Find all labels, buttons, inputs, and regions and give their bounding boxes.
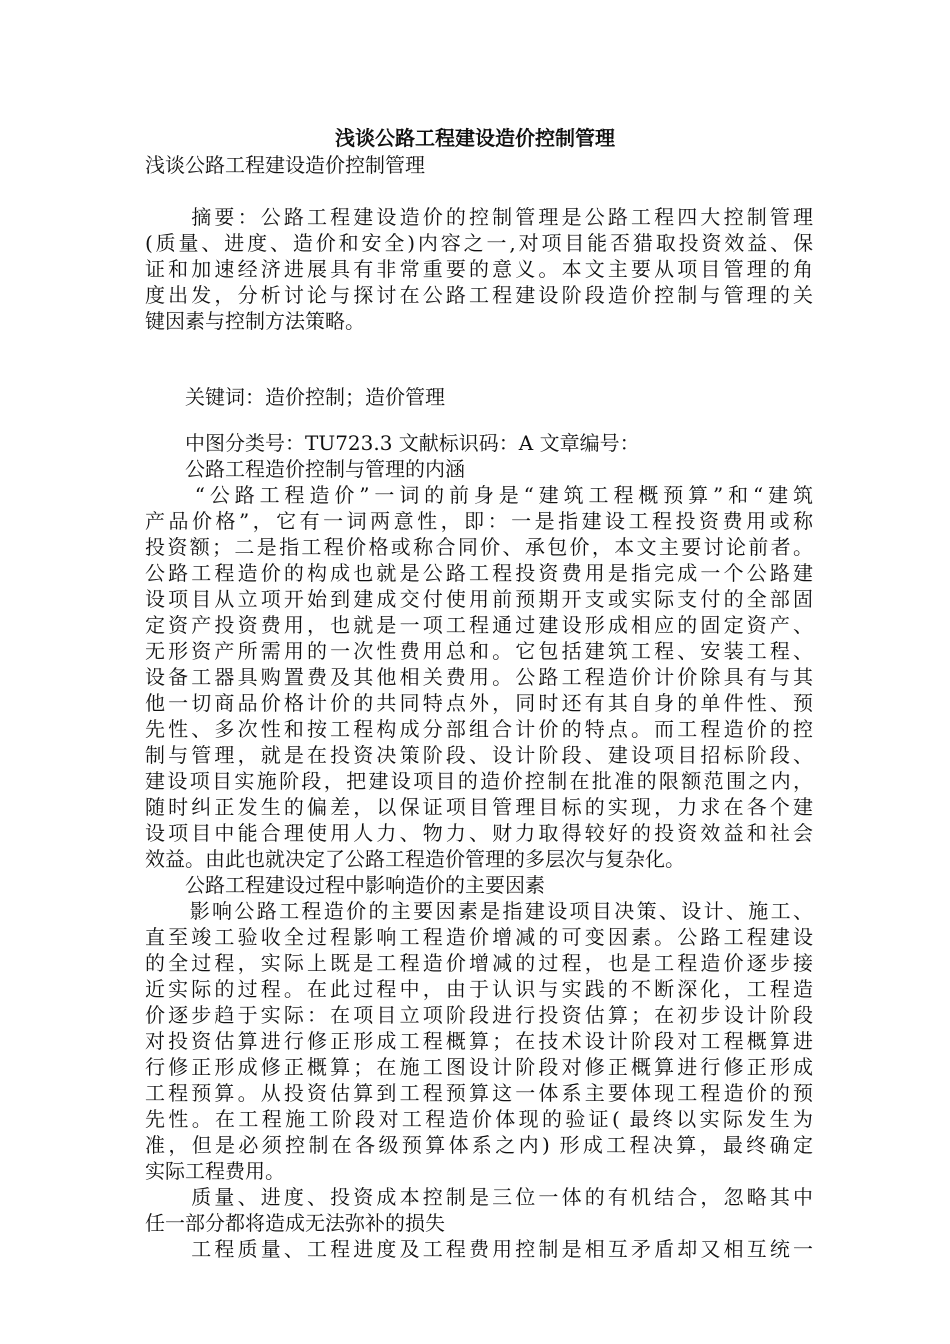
paragraph-line: 近实际的过程。在此过程中，由于认识与实践的不断深化，工程造	[145, 977, 813, 1001]
paragraph-line: 效益。由此也就决定了公路工程造价管理的多层次与复杂化。	[145, 847, 685, 871]
paragraph-line: 无形资产所需用的一次性费用总和。它包括建筑工程、安装工程、	[145, 639, 813, 663]
section-heading: 公路工程造价控制与管理的内涵	[145, 457, 465, 481]
heading-line: 任一部分都将造成无法弥补的损失	[145, 1211, 445, 1235]
abstract-line: 摘要：公路工程建设造价的控制管理是公路工程四大控制管理	[145, 205, 813, 229]
paragraph-line: 制与管理，就是在投资决策阶段、设计阶段、建设项目招标阶段、	[145, 743, 813, 767]
abstract-line: 度出发，分析讨论与探讨在公路工程建设阶段造价控制与管理的关	[145, 283, 813, 307]
paragraph-line: 价逐步趋于实际：在项目立项阶段进行投资估算；在初步设计阶段	[145, 1003, 813, 1027]
paragraph-line: 影响公路工程造价的主要因素是指建设项目决策、设计、施工、	[145, 899, 813, 923]
abstract-line: 证和加速经济进展具有非常重要的意义。本文主要从项目管理的角	[145, 257, 813, 281]
section-paragraph	[145, 898, 813, 1184]
paragraph-line: 先性。在工程施工阶段对工程造价体现的验证( 最终以实际发生为	[145, 1107, 813, 1131]
keywords-line: 关键词：造价控制；造价管理	[145, 385, 445, 409]
paragraph-line: “公路工程造价”一词的前身是“建筑工程概预算”和“建筑	[145, 483, 813, 507]
abstract-line: (质量、进度、造价和安全)内容之一,对项目能否猎取投资效益、保	[145, 231, 813, 255]
paragraph-line: 工程质量、工程进度及工程费用控制是相互矛盾却又相互统一	[145, 1237, 813, 1261]
document-subtitle: 浅谈公路工程建设造价控制管理	[145, 153, 425, 177]
heading-line: 质量、进度、投资成本控制是三位一体的有机结合，忽略其中	[145, 1185, 813, 1209]
paragraph-line: 直至竣工验收全过程影响工程造价增减的可变因素。公路工程建设	[145, 925, 813, 949]
section-paragraph	[145, 1236, 813, 1262]
paragraph-line: 的全过程，实际上既是工程造价增减的过程，也是工程造价逐步接	[145, 951, 813, 975]
spacer	[145, 410, 813, 430]
classification-line: 中图分类号：TU723.3 文献标识码：A 文章编号：	[145, 431, 640, 455]
section-heading	[145, 1184, 813, 1236]
paragraph-line: 建设项目实施阶段，把建设项目的造价控制在批准的限额范围之内，	[145, 769, 813, 793]
abstract-line: 键因素与控制方法策略。	[145, 309, 365, 333]
document-title: 浅谈公路工程建设造价控制管理	[335, 126, 615, 150]
paragraph-line: 公路工程造价的构成也就是公路工程投资费用是指完成一个公路建	[145, 561, 813, 585]
abstract-paragraph	[145, 204, 813, 334]
paragraph-line: 设项目从立项开始到建成交付使用前预期开支或实际支付的全部固	[145, 587, 813, 611]
paragraph-line: 随时纠正发生的偏差，以保证项目管理目标的实现，力求在各个建	[145, 795, 813, 819]
paragraph-line: 行修正形成修正概算；在施工图设计阶段对修正概算进行修正形成	[145, 1055, 813, 1079]
paragraph-line: 产品价格”，它有一词两意性，即：一是指建设工程投资费用或称	[145, 509, 813, 533]
paragraph-line: 他一切商品价格计价的共同特点外，同时还有其自身的单件性、预	[145, 691, 813, 715]
spacer	[145, 334, 813, 384]
paragraph-line: 设项目中能合理使用人力、物力、财力取得较好的投资效益和社会	[145, 821, 813, 845]
document-page	[145, 124, 813, 1262]
paragraph-line: 准，但是必须控制在各级预算体系之内) 形成工程决算，最终确定	[145, 1133, 813, 1157]
spacer	[145, 178, 813, 204]
paragraph-line: 定资产投资费用，也就是一项工程通过建设形成相应的固定资产、	[145, 613, 813, 637]
paragraph-line: 设备工器具购置费及其他相关费用。公路工程造价计价除具有与其	[145, 665, 813, 689]
paragraph-line: 对投资估算进行修正形成工程概算；在技术设计阶段对工程概算进	[145, 1029, 813, 1053]
paragraph-line: 实际工程费用。	[145, 1159, 285, 1183]
section-heading: 公路工程建设过程中影响造价的主要因素	[145, 873, 545, 897]
paragraph-line: 投资额；二是指工程价格或称合同价、承包价，本文主要讨论前者。	[145, 535, 813, 559]
paragraph-line: 工程预算。从投资估算到工程预算这一体系主要体现工程造价的预	[145, 1081, 813, 1105]
paragraph-line: 先性、多次性和按工程构成分部组合计价的特点。而工程造价的控	[145, 717, 813, 741]
section-paragraph	[145, 482, 813, 872]
